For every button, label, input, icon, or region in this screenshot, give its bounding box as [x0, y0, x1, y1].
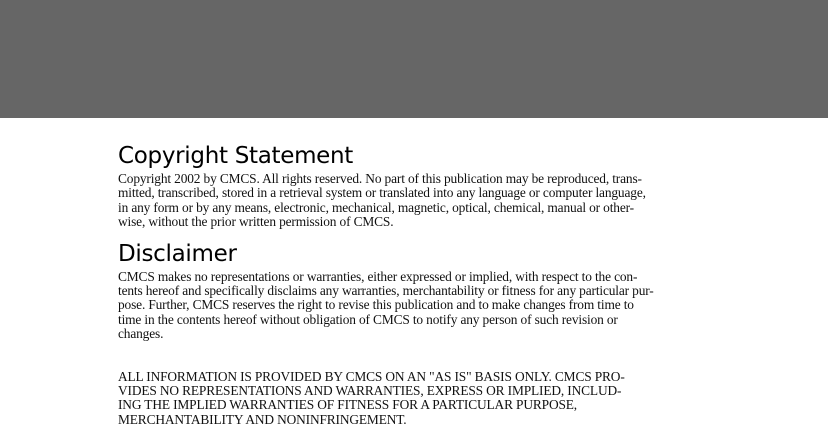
- text-line: ALL INFORMATION IS PROVIDED BY CMCS ON AN "AS IS" BASIS ONLY. CMCS PRO-: [118, 368, 625, 384]
- copyright-heading: Copyright Statement: [118, 143, 354, 169]
- disclaimer-paragraph: [118, 270, 728, 342]
- text-line: tents hereof and specifically disclaims any warranties, merchantability or fitness for any particular pur-: [118, 283, 654, 299]
- text-line: changes.: [118, 326, 164, 342]
- text-line: wise, without the prior written permission of CMCS.: [118, 214, 394, 230]
- text-line: time in the contents hereof without obligation of CMCS to notify any person of such revision or: [118, 311, 618, 327]
- copyright-paragraph: [118, 172, 728, 230]
- text-line: in any form or by any means, electronic, mechanical, magnetic, optical, chemical, manual or other-: [118, 199, 634, 215]
- disclaimer-heading: Disclaimer: [118, 240, 237, 267]
- text-line: VIDES NO REPRESENTATIONS AND WARRANTIES, EXPRESS OR IMPLIED, INCLUD-: [118, 383, 622, 399]
- copyright-section: [118, 140, 728, 230]
- document-body: [118, 140, 728, 427]
- disclaimer-section: [118, 238, 728, 428]
- text-line: mitted, transcribed, stored in a retrieval system or translated into any language or computer language,: [118, 185, 646, 201]
- header-band: [0, 0, 828, 118]
- text-line: ING THE IMPLIED WARRANTIES OF FITNESS FOR A PARTICULAR PURPOSE,: [118, 397, 577, 413]
- as-is-paragraph: [118, 370, 728, 428]
- text-line: pose. Further, CMCS reserves the right to revise this publication and to make changes from time to: [118, 297, 634, 313]
- text-line: MERCHANTABILITY AND NONINFRINGEMENT.: [118, 411, 407, 427]
- text-line: Copyright 2002 by CMCS. All rights reserved. No part of this publication may be reproduced, trans-: [118, 171, 642, 186]
- text-line: CMCS makes no representations or warranties, either expressed or implied, with respect to the con-: [118, 268, 638, 284]
